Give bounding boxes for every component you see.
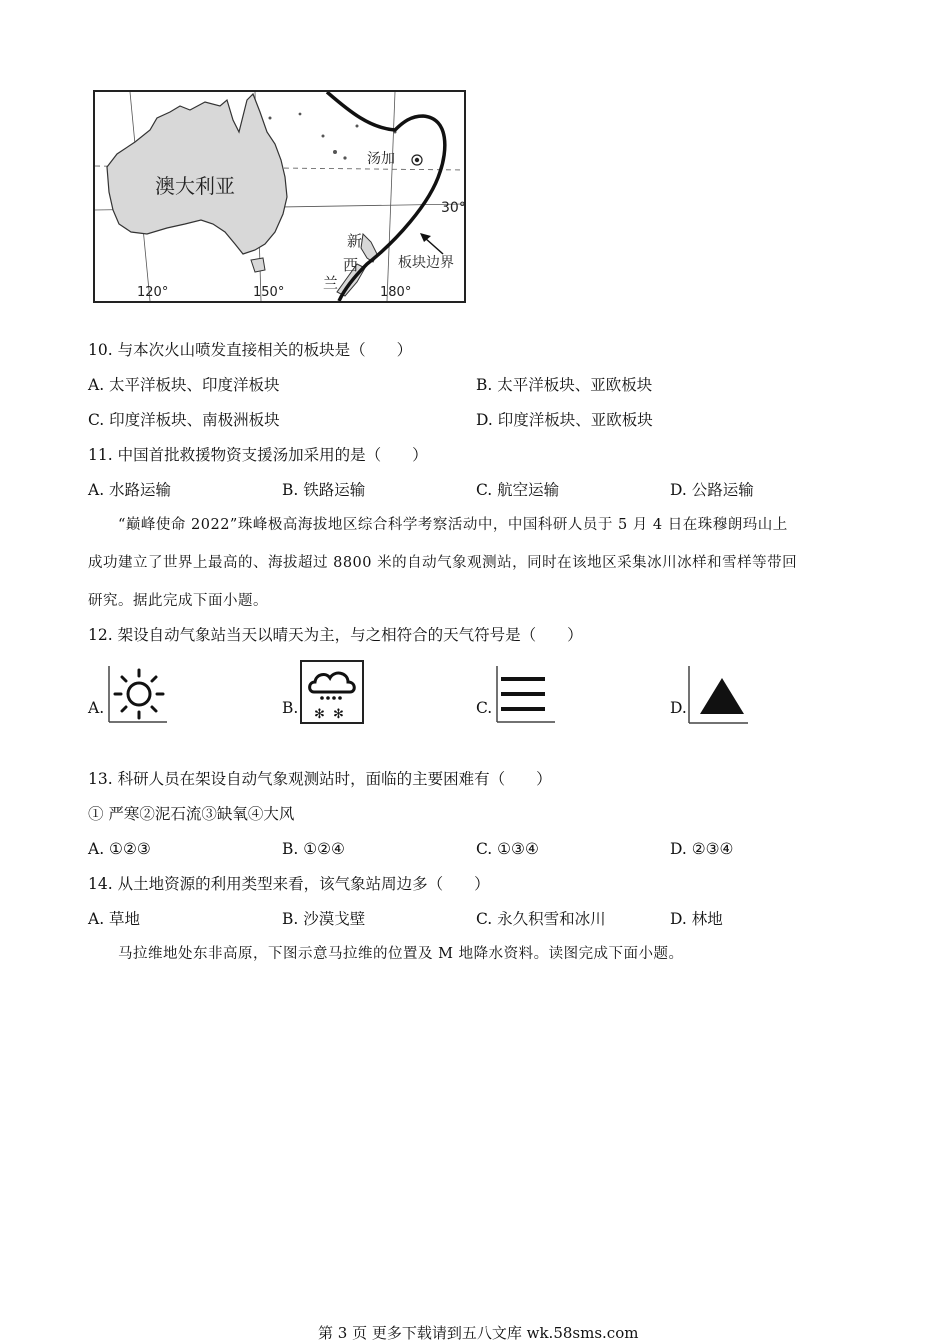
q10-option-d[interactable]: D. 印度洋板块、亚欧板块 (476, 411, 653, 429)
svg-text:✻: ✻ (314, 707, 325, 722)
q12-stem: 12. 架设自动气象站当天以晴天为主，与之相符合的天气符号是（ ） (88, 626, 583, 644)
q10-option-a[interactable]: A. 太平洋板块、印度洋板块 (88, 376, 280, 394)
fog-icon (495, 664, 557, 724)
q14-option-a[interactable]: A. 草地 (88, 910, 141, 928)
q12-option-a[interactable]: A. (88, 699, 105, 717)
hail-weather-symbol[interactable] (688, 666, 750, 724)
q12-option-d[interactable]: D. (670, 699, 687, 717)
q13-option-d[interactable]: D. ②③④ (670, 840, 734, 858)
boundary-arrowhead (420, 233, 431, 242)
label-plate-boundary: 板块边界 (398, 255, 454, 271)
page-footer: 第 3 页 更多下载请到五八文库 wk.58sms.com (318, 1324, 639, 1342)
q13-option-b[interactable]: B. ①②④ (282, 840, 345, 858)
q13-option-c[interactable]: C. ①③④ (476, 840, 539, 858)
label-new: 新 (347, 232, 363, 250)
sun-icon (107, 664, 169, 724)
label-lon150: 150° (253, 285, 285, 300)
label-australia: 澳大利亚 (155, 174, 235, 198)
q11-option-b[interactable]: B. 铁路运输 (282, 481, 366, 499)
tonga-dot (415, 158, 419, 162)
passage1-line2: 成功建立了世界上最高的、海拔超过 8800 米的自动气象观测站，同时在该地区采集冰川冰样和雪样等带回 (88, 555, 798, 571)
q14-option-c[interactable]: C. 永久积雪和冰川 (476, 910, 606, 928)
label-tonga: 汤加 (367, 151, 395, 167)
snow-weather-symbol[interactable] (300, 660, 364, 724)
q14-option-b[interactable]: B. 沙漠戈壁 (282, 910, 366, 928)
q11-option-c[interactable]: C. 航空运输 (476, 481, 560, 499)
plate-boundary-map (93, 90, 466, 303)
sunny-weather-symbol[interactable] (107, 664, 169, 724)
label-lon180: 180° (380, 285, 412, 300)
svg-text:✻: ✻ (333, 707, 344, 722)
q14-stem: 14. 从土地资源的利用类型来看，该气象站周边多（ ） (88, 875, 490, 893)
q13-items: ① 严寒②泥石流③缺氧④大风 (88, 805, 295, 823)
passage1-line1: “巅峰使命 2022”珠峰极高海拔地区综合科学考察活动中，中国科研人员于 5 月 4 日在珠穆朗玛山上 (118, 517, 788, 533)
meridian-180 (387, 92, 395, 301)
label-lon120: 120° (137, 285, 169, 300)
island (343, 156, 346, 159)
passage1-line3: 研究。据此完成下面小题。 (88, 593, 268, 609)
label-zealand: 西 (343, 256, 359, 274)
island (299, 113, 302, 116)
q10-option-c[interactable]: C. 印度洋板块、南极洲板块 (88, 411, 280, 429)
triangle-icon (688, 666, 750, 724)
q13-option-a[interactable]: A. ①②③ (88, 840, 151, 858)
passage2-line1: 马拉维地处东非高原，下图示意马拉维的位置及 M 地降水资料。读图完成下面小题。 (118, 946, 684, 962)
fog-weather-symbol[interactable] (495, 664, 557, 724)
q14-option-d[interactable]: D. 林地 (670, 910, 723, 928)
label-land: 兰 (323, 274, 339, 292)
q11-stem: 11. 中国首批救援物资支援汤加采用的是（ ） (88, 446, 428, 464)
tasmania (251, 258, 265, 272)
island (322, 135, 325, 138)
q11-option-a[interactable]: A. 水路运输 (88, 481, 172, 499)
island (356, 125, 359, 128)
q11-option-d[interactable]: D. 公路运输 (670, 481, 754, 499)
q10-stem: 10. 与本次火山喷发直接相关的板块是（ ） (88, 341, 413, 359)
q10-option-b[interactable]: B. 太平洋板块、亚欧板块 (476, 376, 653, 394)
cloud-snow-icon (300, 660, 364, 724)
q12-option-b[interactable]: B. (282, 699, 299, 717)
island (333, 150, 337, 154)
label-lat30: 30° (441, 200, 466, 216)
island (269, 117, 272, 120)
q12-option-c[interactable]: C. (476, 699, 493, 717)
q13-stem: 13. 科研人员在架设自动气象观测站时，面临的主要困难有（ ） (88, 770, 552, 788)
